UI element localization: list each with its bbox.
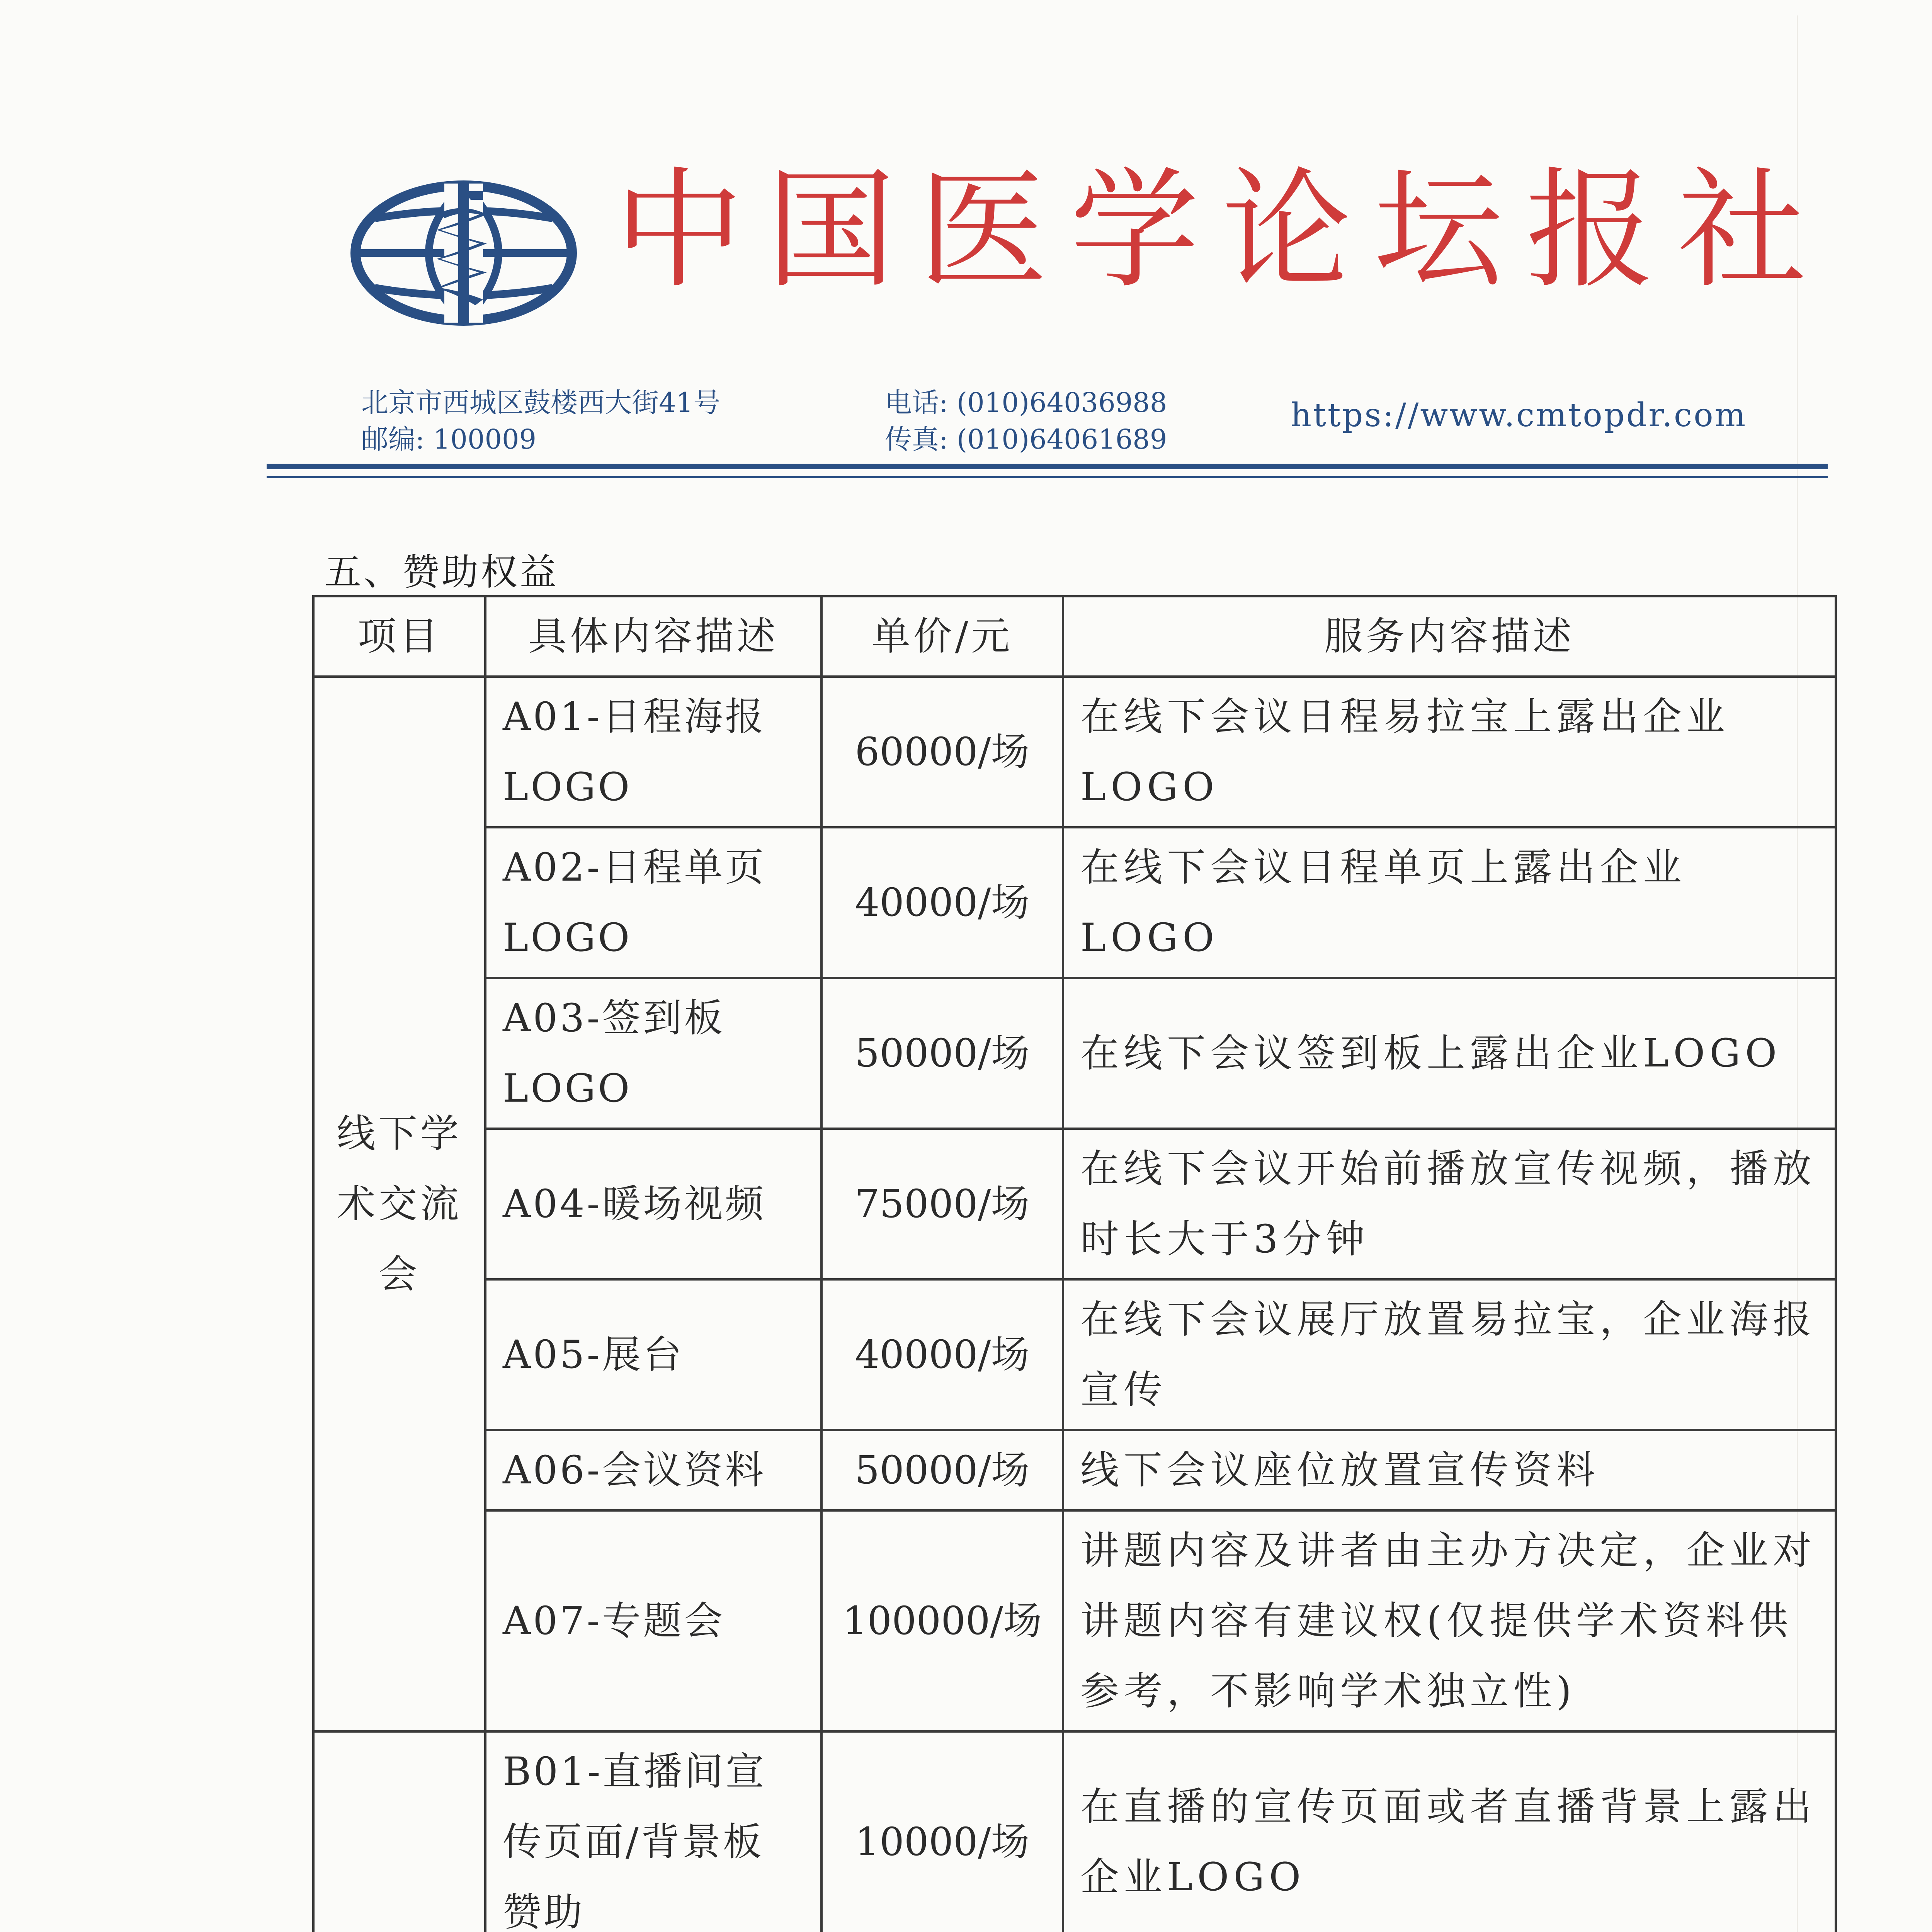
category-offline: 线下学术交流会 [313, 677, 485, 1731]
price-cell: 60000/场 [821, 677, 1063, 827]
website-text: https://www.cmtopdr.com [1291, 396, 1747, 434]
header-description: 服务内容描述 [1063, 596, 1836, 677]
contact-address-block [361, 384, 720, 458]
masthead-title: 中国医学论坛报社 [614, 155, 1829, 306]
item-cell: A02-日程单页LOGO [485, 827, 821, 978]
price-cell: 10000/场 [821, 1731, 1063, 1932]
item-cell: A06-会议资料 [485, 1430, 821, 1510]
address-text: 北京市西城区鼓楼西大街41号 [361, 387, 721, 418]
item-cell: A01-日程海报LOGO [485, 677, 821, 827]
phone-text: 电话: (010)64036988 [885, 387, 1167, 418]
description-cell: 在线下会议日程单页上露出企业LOGO [1063, 827, 1836, 978]
item-cell: B01-直播间宣传页面/背景板赞助 [485, 1731, 821, 1932]
table-row [313, 827, 1836, 978]
description-cell: 在线下会议展厅放置易拉宝，企业海报宣传 [1063, 1279, 1836, 1430]
item-cell: A07-专题会 [485, 1510, 821, 1731]
item-cell: A04-暖场视频 [485, 1129, 821, 1279]
header-category: 项目 [313, 596, 485, 677]
description-cell: 在线下会议开始前播放宣传视频，播放时长大于3分钟 [1063, 1129, 1836, 1279]
header-item: 具体内容描述 [485, 596, 821, 677]
table-header-row [313, 596, 1836, 677]
letterhead-rule-thin [267, 476, 1828, 478]
section-title: 五、赞助权益 [325, 551, 559, 594]
price-cell: 75000/场 [821, 1129, 1063, 1279]
description-cell: 在直播的宣传页面或者直播背景上露出企业LOGO [1063, 1731, 1836, 1932]
category-online [313, 1731, 485, 1932]
item-cell: A05-展台 [485, 1279, 821, 1430]
description-cell: 讲题内容及讲者由主办方决定，企业对讲题内容有建议权(仅提供学术资料供参考，不影响学术独立性) [1063, 1510, 1836, 1731]
header-price: 单价/元 [821, 596, 1063, 677]
postcode-text: 邮编: 100009 [361, 423, 537, 455]
price-cell: 50000/场 [821, 1430, 1063, 1510]
table-row [313, 1129, 1836, 1279]
table-row [313, 677, 1836, 827]
globe-caduceus-logo-icon [348, 176, 580, 330]
item-cell: A03-签到板LOGO [485, 978, 821, 1129]
price-cell: 50000/场 [821, 978, 1063, 1129]
table-row [313, 978, 1836, 1129]
description-cell: 线下会议座位放置宣传资料 [1063, 1430, 1836, 1510]
description-cell: 在线下会议日程易拉宝上露出企业LOGO [1063, 677, 1836, 827]
description-cell: 在线下会议签到板上露出企业LOGO [1063, 978, 1836, 1129]
price-cell: 100000/场 [821, 1510, 1063, 1731]
table-row [313, 1510, 1836, 1731]
table-row [313, 1731, 1836, 1932]
table-row [313, 1430, 1836, 1510]
sponsorship-benefits-table [312, 595, 1837, 1932]
table-row [313, 1279, 1836, 1430]
contact-phone-block [885, 384, 1167, 458]
price-cell: 40000/场 [821, 827, 1063, 978]
price-cell: 40000/场 [821, 1279, 1063, 1430]
fax-text: 传真: (010)64061689 [885, 423, 1167, 455]
letterhead-rule-thick [267, 464, 1828, 469]
